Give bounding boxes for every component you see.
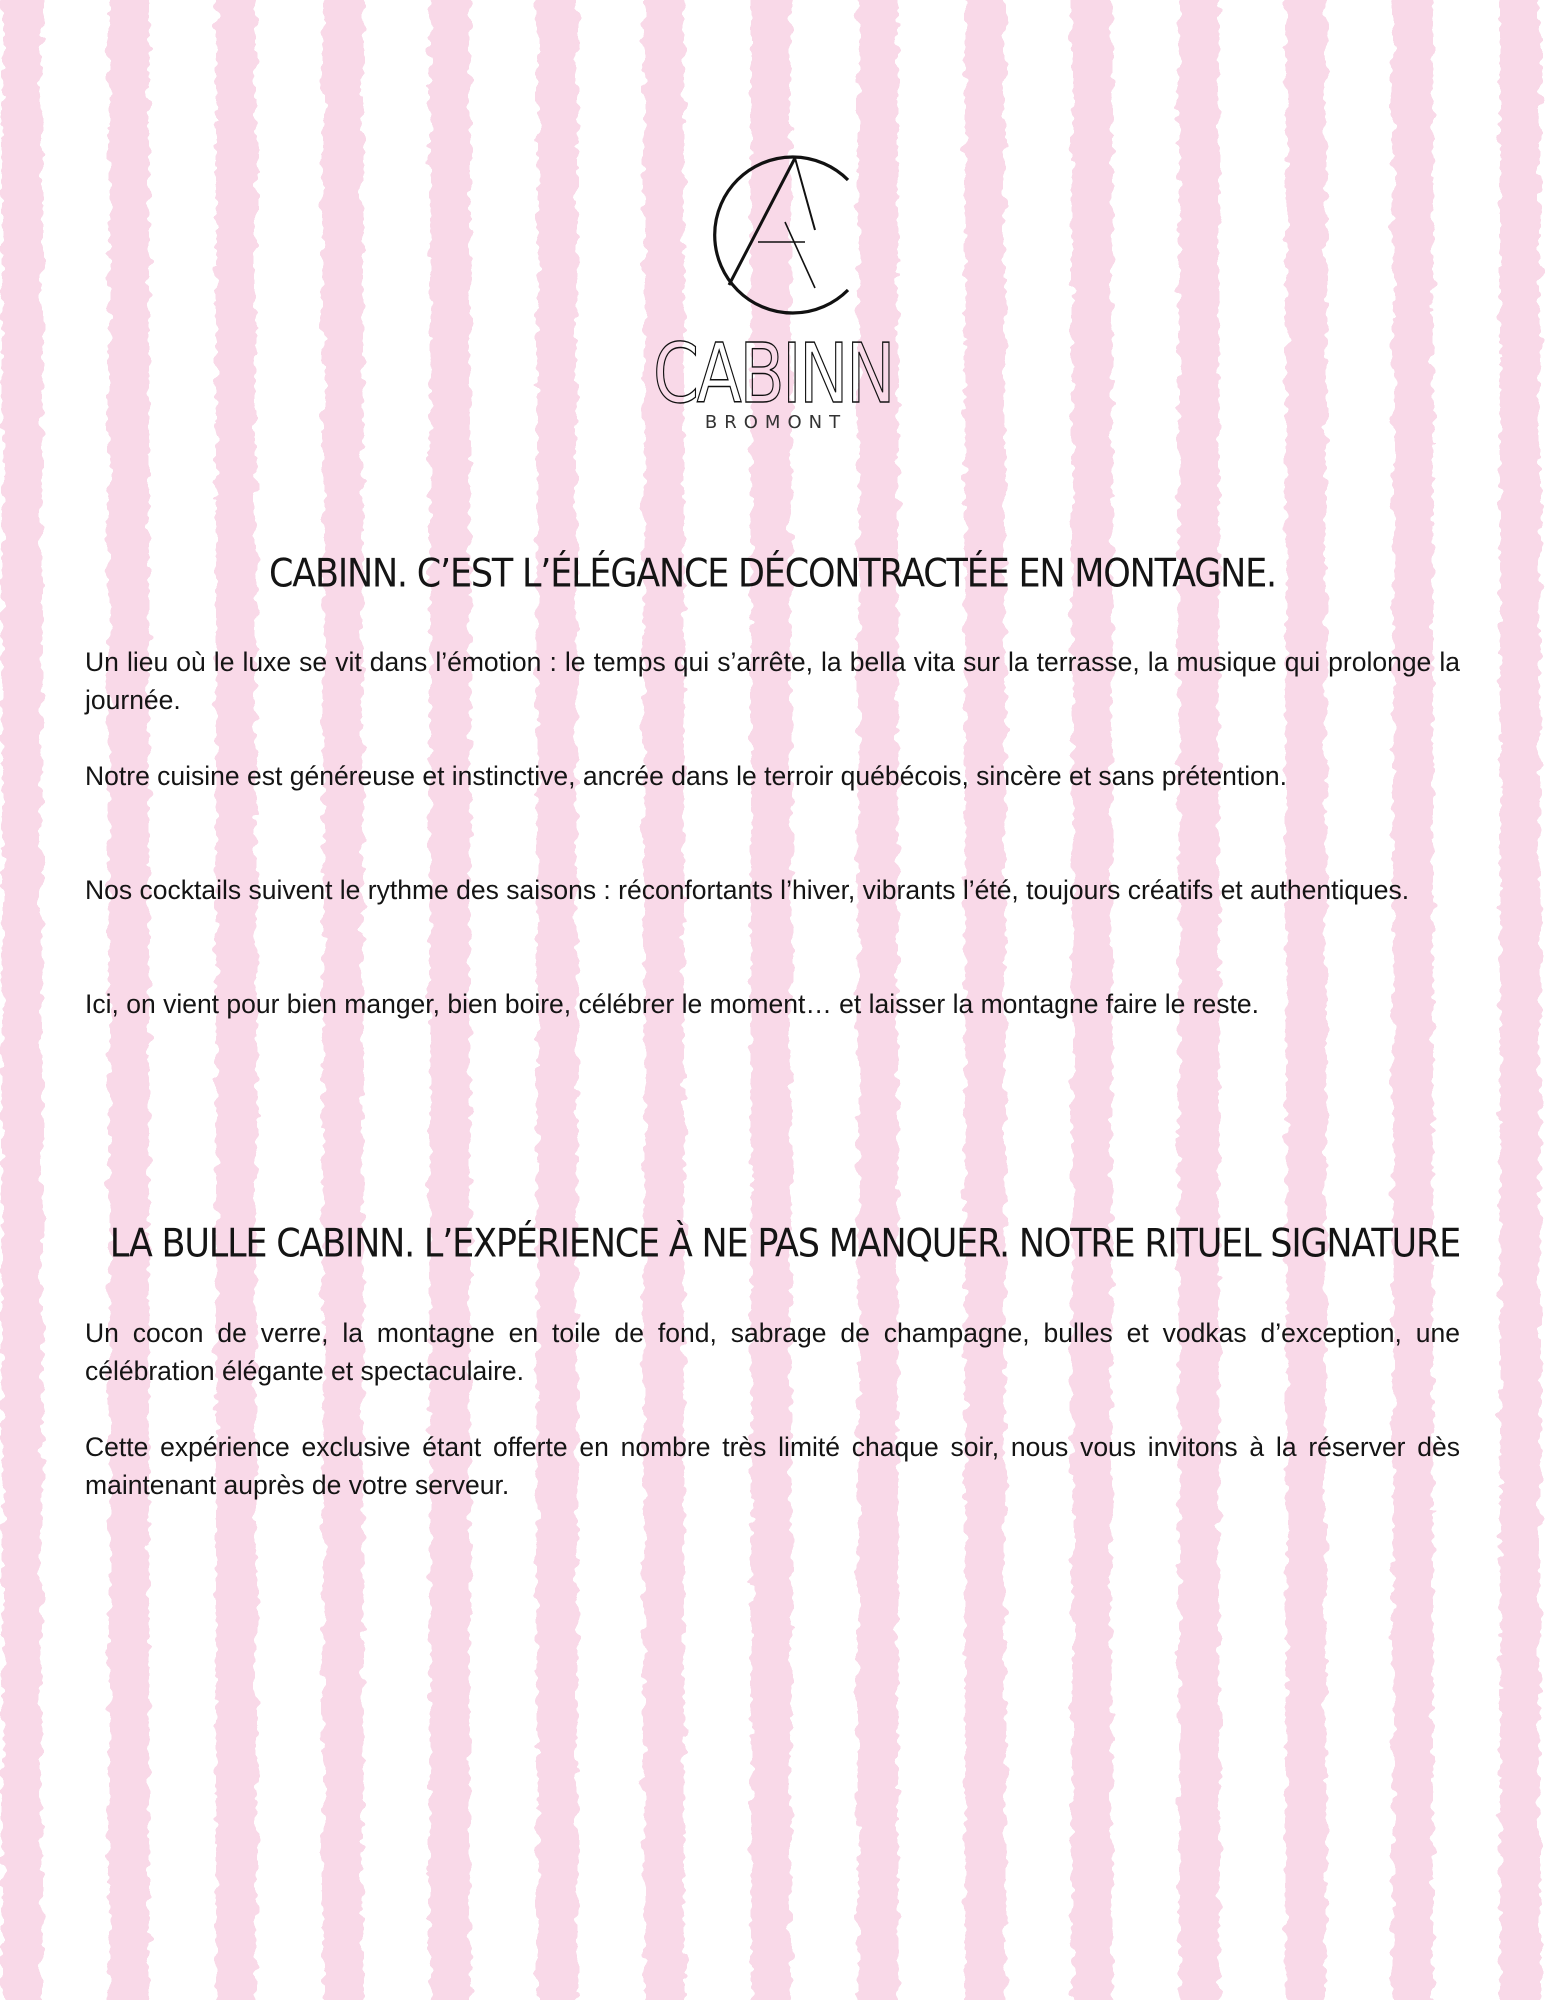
ca-monogram-icon (683, 140, 863, 330)
paragraph-reservation: Cette expérience exclusive étant offerte en nombre très limité chaque soir, nous vous invitons à la réserver dès maintenant auprès de votre serveur. (85, 1432, 1460, 1500)
paragraph-cocktails: Nos cocktails suivent le rythme des saisons : réconfortants l’hiver, vibrants l’été, toujours créatifs et authentiques. (85, 875, 1410, 905)
wordmark-text: CABINN (652, 330, 893, 414)
section-title-elegance: CABINN. C’EST L’ÉLÉGANCE DÉCONTRACTÉE EN MONTAGNE. (269, 552, 1276, 597)
brand-location: BROMONT (704, 412, 848, 433)
brand-logo (0, 140, 1545, 433)
section-title-bulle: LA BULLE CABINN. L’EXPÉRIENCE À NE PAS MANQUER. NOTRE RITUEL SIGNATURE (109, 1222, 1460, 1267)
paragraph-ici: Ici, on vient pour bien manger, bien boire, célébrer le moment… et laisser la montagne faire le reste. (85, 989, 1259, 1019)
paragraph-cocon: Un cocon de verre, la montagne en toile de fond, sabrage de champagne, bulles et vodkas d’exception, une célébration élégante et spectaculaire. (85, 1318, 1460, 1386)
paragraph-cuisine: Notre cuisine est généreuse et instinctive, ancrée dans le terroir québécois, sincère et sans prétention. (85, 761, 1287, 791)
cabinn-wordmark (643, 330, 903, 414)
paragraph-lieu: Un lieu où le luxe se vit dans l’émotion : le temps qui s’arrête, la bella vita sur la terrasse, la musique qui prolonge la journée. (85, 647, 1460, 715)
